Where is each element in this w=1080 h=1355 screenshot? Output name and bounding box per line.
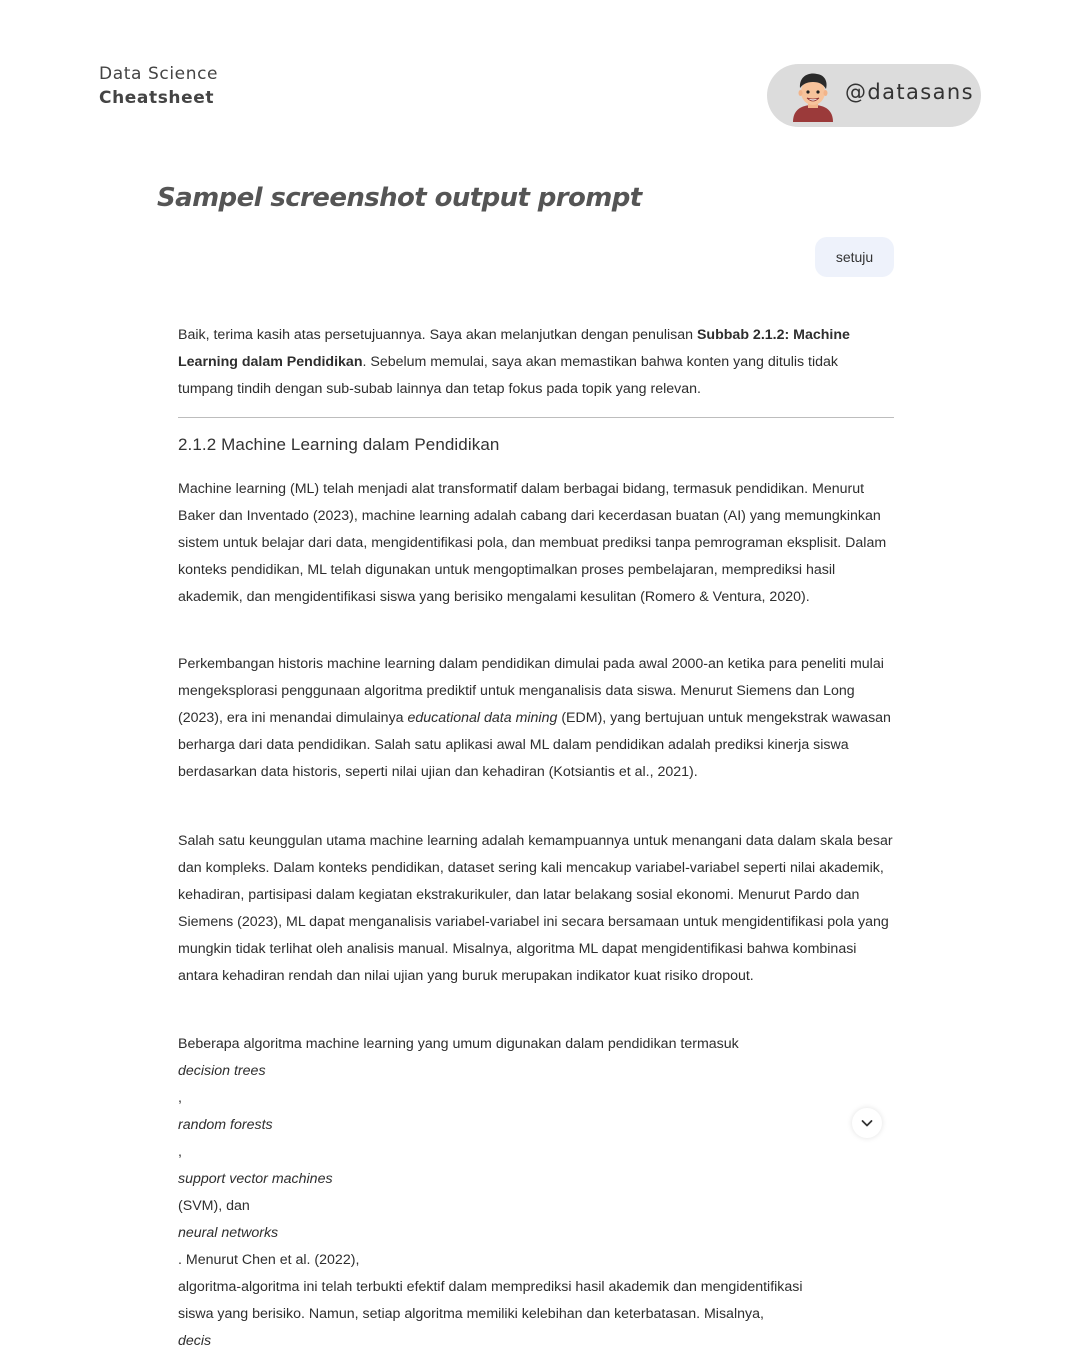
paragraph-4-line-1: Beberapa algoritma machine learning yang umum digunakan dalam pendidikan termasuk decision trees , — [178, 1036, 739, 1106]
paragraph-4-line-3: algoritma-algoritma ini telah terbukti efektif dalam memprediksi hasil akademik dan mengidentifikasi — [178, 1279, 803, 1295]
scroll-down-button[interactable] — [852, 1108, 882, 1138]
brand — [99, 63, 218, 110]
paragraph-4-line-4: siswa yang berisiko. Namun, setiap algoritma memiliki kelebihan dan keterbatasan. Misalnya, decis — [178, 1306, 764, 1349]
user-message-bubble: setuju — [815, 237, 894, 277]
brand-line-1: Data Science — [99, 64, 219, 84]
paragraph-3: Salah satu keunggulan utama machine learning adalah kemampuannya untuk menangani data dalam skala besar dan kompleks. Dalam konteks pendidikan, dataset sering kali mencakup variabel-variabel seperti nilai akademik, kehadiran, partisipasi dalam kegiatan ekstrakurikuler, dan latar belakang sosial ekonomi. Menurut Pardo dan Siemens (2023), ML dapat menganalisis variabel-variabel ini secara bersamaan untuk mengidentifikasi pola yang mungkin tidak terlihat oleh analisis manual. Misalnya, algoritma ML dapat mengidentifikasi bahwa kombinasi antara kehadiran rendah dan nilai ujian yang buruk merupakan indikator kuat risiko dropout. — [178, 833, 893, 984]
paragraph-2: Perkembangan historis machine learning dalam pendidikan dimulai pada awal 2000-an ketika para peneliti mulai mengeksplorasi penggunaan algoritma prediktif untuk menganalisis data siswa. Menurut Siemens dan Long (2023), era ini menandai dimulainya educational data mining (EDM), yang bertujuan untuk mengekstrak wawasan berharga dari data pendidikan. Salah satu aplikasi awal ML dalam pendidikan adalah prediksi kinerja siswa berdasarkan data historis, seperti nilai ujian dan kehadiran (Kotsiantis et al., 2021). — [178, 656, 891, 780]
handle-text: @datasans — [845, 80, 974, 104]
section-heading: 2.1.2 Machine Learning dalam Pendidikan — [178, 435, 500, 454]
paragraph-1: Machine learning (ML) telah menjadi alat transformatif dalam berbagai bidang, termasuk pendidikan. Menurut Baker dan Inventado (2023), machine learning adalah cabang dari kecerdasan buatan (AI) yang memungkinkan sistem untuk belajar dari data, mengidentifikasi pola, dan membuat prediksi tanpa pemrograman eksplisit. Dalam konteks pendidikan, ML telah digunakan untuk mengoptimalkan proses pembelajaran, memprediksi hasil akademik, dan mengidentifikasi siswa yang berisiko mengalami kesulitan (Romero & Ventura, 2020). — [178, 481, 887, 605]
avatar-icon — [789, 70, 837, 122]
page-title: Sampel screenshot output prompt — [157, 183, 642, 213]
response-intro: Baik, terima kasih atas persetujuannya. Saya akan melanjutkan dengan penulisan Subbab 2.1.2: Machine Learning dalam Pendidikan. Sebelum memulai, saya akan memastikan bahwa konten yang ditulis tidak tumpang tindih dengan sub-subab lainnya dan tetap fokus pada topik yang relevan. — [178, 327, 850, 397]
chevron-down-icon — [860, 1116, 874, 1130]
paragraph-4 — [178, 1031, 894, 1355]
brand-line-2: Cheatsheet — [99, 88, 215, 108]
paragraph-4-line-2: random forests , support vector machines (SVM), dan neural networks . Menurut Chen et al. (2022), — [178, 1117, 360, 1268]
handle-badge — [767, 64, 981, 127]
divider — [178, 417, 894, 418]
